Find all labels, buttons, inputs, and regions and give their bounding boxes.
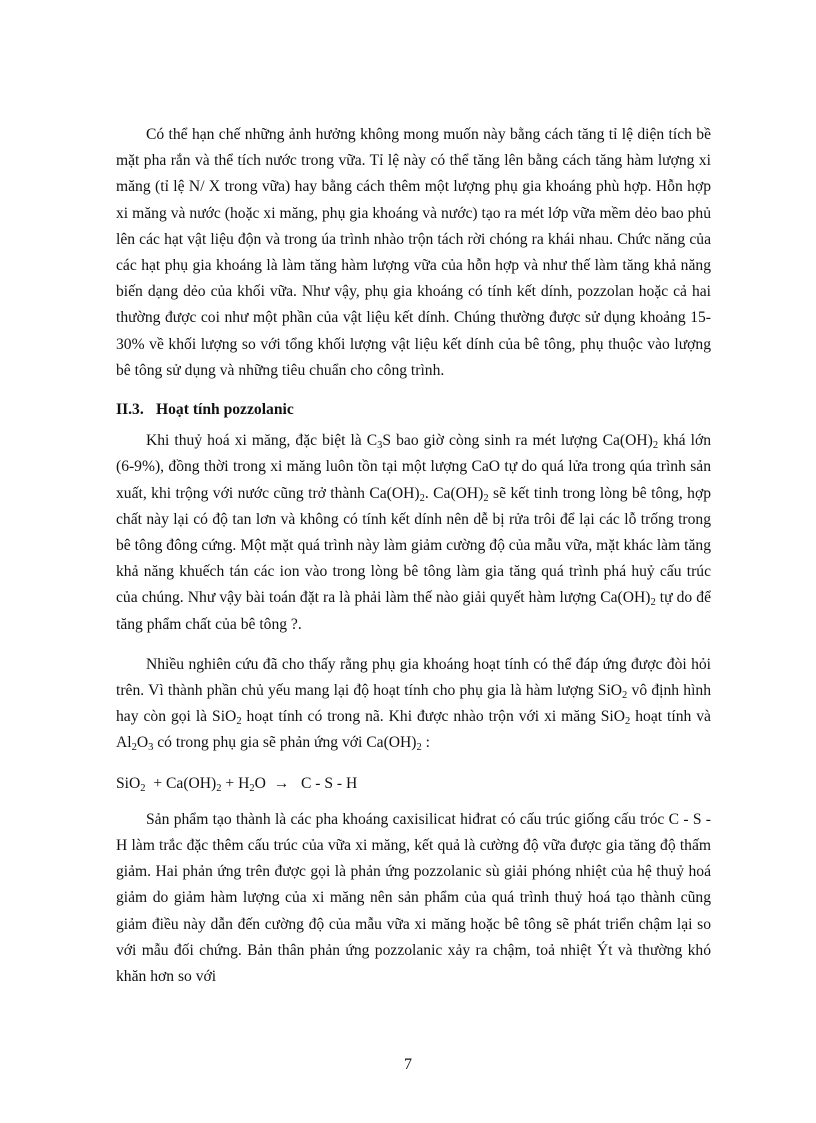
paragraph-2 <box>116 428 711 638</box>
paragraph-1: Có thể hạn chế những ảnh hưởng không mong muốn này bằng cách tăng tỉ lệ diện tích bề mặt pha rắn và thể tích nước trong vữa. Tỉ lệ này có thể tăng lên bằng cách tăng hàm lượng xi măng (tỉ lệ N/ X trong vữa) hay bằng cách thêm một lượng phụ gia khoáng phù hợp. Hỗn hợp xi măng và nước (hoặc xi măng, phụ gia khoáng và nước) tạo ra mét lớp vữa mềm dẻo bao phủ lên các hạt vật liệu độn và trong úa trình nhào trộn tách rời chóng ra khái nhau. Chức năng của các hạt phụ gia khoáng là làm tăng hàm lượng vữa của hỗn hợp và như thế làm tăng khả năng biến dạng dẻo của khối vữa. Như vậy, phụ gia khoáng có tính kết dính, pozzolan hoặc cả hai thường được coi như một phần của vật liệu kết dính. Chúng thường được sử dụng khoảng 15-30% về khối lượng so với tổng khối lượng vật liệu kết dính của bê tông, phụ thuộc vào lượng bê tông sử dụng và những tiêu chuẩn cho công trình. <box>116 126 711 379</box>
formula-term: + H <box>221 774 250 792</box>
text-run: Khi thuỷ hoá xi măng, đặc biệt là C <box>146 432 378 450</box>
subscript: 3 <box>148 742 154 754</box>
text-run: : <box>421 734 430 752</box>
text-run: sẽ kết tinh trong lòng bê tông, hợp chất này lại có độ tan lơn và không có tính kết dính nên dễ bị rửa trôi để lại các lỗ trống trong bê tông đông cứng. Một mặt quá trình này làm giảm cường độ của mẫu vữa, mặt khác làm tăng khả năng khuếch tán các ion vào trong lòng bê tông làm gia tăng quá trình phá huỷ cấu trúc của chúng. Như vậy bài toán đặt ra là phải làm thế nào giải quyết hàm lượng Ca(OH) <box>116 484 712 607</box>
subscript: 2 <box>131 742 137 754</box>
text-run: tự do để tăng phẩm chất của bê tông ?. <box>116 589 711 633</box>
text-run: khá lớn (6-9%), đồng thời trong xi măng luôn tồn tại một lượng CaO tự do quá lửa trong qúa trình sản xuất, khi trộng với nước cũng trở thành Ca(OH) <box>116 432 711 502</box>
subscript: 2 <box>483 492 489 504</box>
document-page <box>116 122 711 990</box>
text-run: hoạt tính có trong nã. Khi được nhào trộn với xi măng SiO <box>241 708 626 726</box>
text-run: có trong phụ gia sẽ phản ứng với Ca(OH) <box>153 734 417 752</box>
section-heading <box>116 397 711 423</box>
text-run: . Ca(OH) <box>424 484 484 502</box>
subscript: 2 <box>216 782 222 794</box>
subscript: 2 <box>236 716 242 728</box>
subscript: 2 <box>419 492 425 504</box>
text-run: vô định hình hay còn gọi là SiO <box>116 682 711 726</box>
section-number: II.3. <box>116 401 144 419</box>
subscript: 2 <box>622 690 628 702</box>
subscript: 2 <box>650 597 656 609</box>
paragraph-4: Sản phẩm tạo thành là các pha khoáng caxisilicat hiđrat có cấu trúc giống cấu tróc C - S - H làm trắc đặc thêm cấu trúc của vữa xi măng, kết quả là cường độ vữa được gia tăng độ thấm giảm. Hai phản ứng trên được gọi là phản ứng pozzolanic sù giải phóng nhiệt của hệ thuỷ hoá giảm do giảm hàm lượng của xi măng nên sản phẩm của quá trình thuỷ hoá tạo thành cũng giảm điều này dẫn đến cường độ của mẫu vữa xi măng hoặc bê tông sẽ phát triển chậm lại so với mẫu đối chứng. Bản thân phản ứng pozzolanic xảy ra chậm, toả nhiệt Ýt và thường khó khăn hơn so với <box>116 810 711 986</box>
page-number: 7 <box>404 1056 412 1073</box>
reaction-formula <box>116 771 711 797</box>
paragraph-3 <box>116 652 711 757</box>
formula-term: O → C - S - H <box>254 774 358 792</box>
text-run: hoạt tính và Al <box>116 708 711 752</box>
subscript: 2 <box>625 716 631 728</box>
section-title: Hoạt tính pozzolanic <box>156 401 294 419</box>
subscript: 2 <box>652 440 659 452</box>
text-run: Nhiều nghiên cứu đã cho thấy rằng phụ gia khoáng hoạt tính có thể đáp ứng được đòi hỏi trên. Vì thành phần chủ yếu mang lại độ hoạt tính cho phụ gia là hàm lượng SiO <box>116 655 711 700</box>
text-run: S bao giờ còng sinh ra mét lượng Ca(OH) <box>382 432 653 450</box>
text-run: O <box>136 734 149 752</box>
subscript: 2 <box>416 742 422 754</box>
formula-term: + Ca(OH) <box>145 774 217 792</box>
formula-term: SiO <box>116 774 141 792</box>
subscript: 2 <box>140 782 146 794</box>
subscript: 3 <box>377 440 383 452</box>
subscript: 2 <box>249 782 255 794</box>
